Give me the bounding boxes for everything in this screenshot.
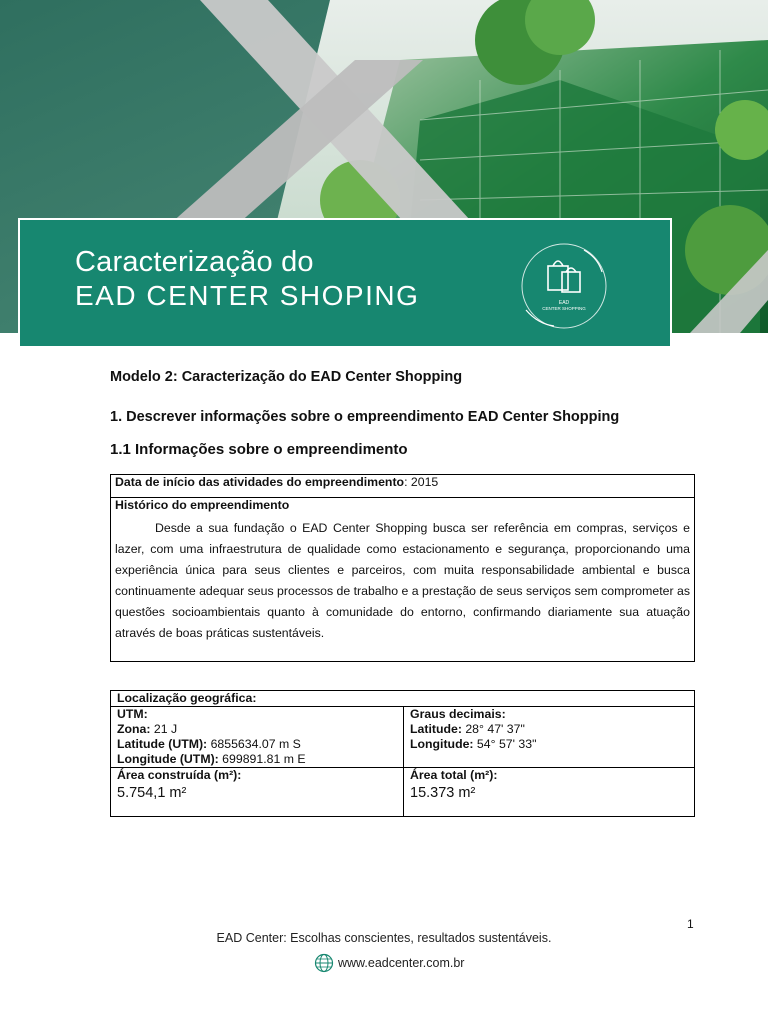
lon-label: Longitude: bbox=[410, 737, 474, 751]
total-area-cell bbox=[404, 768, 695, 817]
start-date-label: Data de início das atividades do empreendimento bbox=[115, 475, 405, 489]
utm-cell bbox=[111, 707, 404, 768]
history-paragraph bbox=[115, 518, 690, 644]
model-heading: Modelo 2: Caracterização do EAD Center Shopping bbox=[110, 369, 463, 385]
history-text: Desde a sua fundação o EAD Center Shopping busca ser referência em compras, serviços e lazer, com uma infraestrutura de qualidade como estacionamento e segurança, proporcionando uma experiência única para seus clientes e parceiros, com muita responsabilidade ambiental e busca continuamente adequar seus processos de trabalho e a prestação de seus serviços sem comprometer as questões socioambientais quanto à comunidade do entorno, confirmando diariamente sua atuação através de boas práticas sustentáveis. bbox=[115, 521, 690, 640]
logo-text-bottom: CENTER SHOPPING bbox=[542, 306, 586, 311]
history-cell bbox=[111, 498, 695, 662]
location-table bbox=[110, 690, 695, 817]
lon-utm-label: Longitude (UTM): bbox=[117, 752, 219, 766]
title-line-2: EAD CENTER SHOPING bbox=[75, 280, 420, 311]
location-label: Localização geográfica: bbox=[117, 691, 257, 705]
start-date-value: : 2015 bbox=[404, 475, 439, 489]
total-area-value: 15.373 m² bbox=[410, 785, 476, 801]
location-header-cell bbox=[111, 691, 695, 707]
start-date-cell bbox=[111, 475, 695, 498]
lat-utm-value: 6855634.07 m S bbox=[207, 737, 301, 751]
zone-value: 21 J bbox=[150, 722, 178, 736]
history-label: Histórico do empreendimento bbox=[115, 498, 290, 512]
built-area-label: Área construída (m²): bbox=[117, 768, 242, 782]
utm-label: UTM: bbox=[117, 707, 148, 721]
shopping-bags-logo bbox=[518, 240, 610, 332]
title-line-1: Caracterização do bbox=[75, 246, 314, 278]
lat-value: 28° 47' 37" bbox=[461, 722, 525, 736]
zone-label: Zona: bbox=[117, 722, 151, 736]
logo-text-top: EAD bbox=[558, 300, 570, 306]
lat-utm-label: Latitude (UTM): bbox=[117, 737, 208, 751]
decimal-cell bbox=[404, 707, 695, 768]
footer-tagline: EAD Center: Escolhas conscientes, resultados sustentáveis. bbox=[216, 931, 552, 945]
enterprise-info-table bbox=[110, 474, 695, 662]
globe-icon bbox=[314, 953, 334, 973]
total-area-label: Área total (m²): bbox=[410, 768, 498, 782]
built-area-cell bbox=[111, 768, 404, 817]
lat-label: Latitude: bbox=[410, 722, 462, 736]
lon-utm-value: 699891.81 m E bbox=[218, 752, 306, 766]
built-area-value: 5.754,1 m² bbox=[117, 785, 187, 801]
page-number: 1 bbox=[687, 917, 694, 931]
section-1-1-heading: 1.1 Informações sobre o empreendimento bbox=[110, 441, 408, 458]
footer-website[interactable] bbox=[314, 953, 464, 973]
title-box bbox=[18, 218, 672, 348]
website-link[interactable]: www.eadcenter.com.br bbox=[338, 956, 465, 970]
lon-value: 54° 57' 33" bbox=[473, 737, 537, 751]
section-1-heading: 1. Descrever informações sobre o empreendimento EAD Center Shopping bbox=[110, 409, 620, 425]
decimal-label: Graus decimais: bbox=[410, 707, 506, 721]
